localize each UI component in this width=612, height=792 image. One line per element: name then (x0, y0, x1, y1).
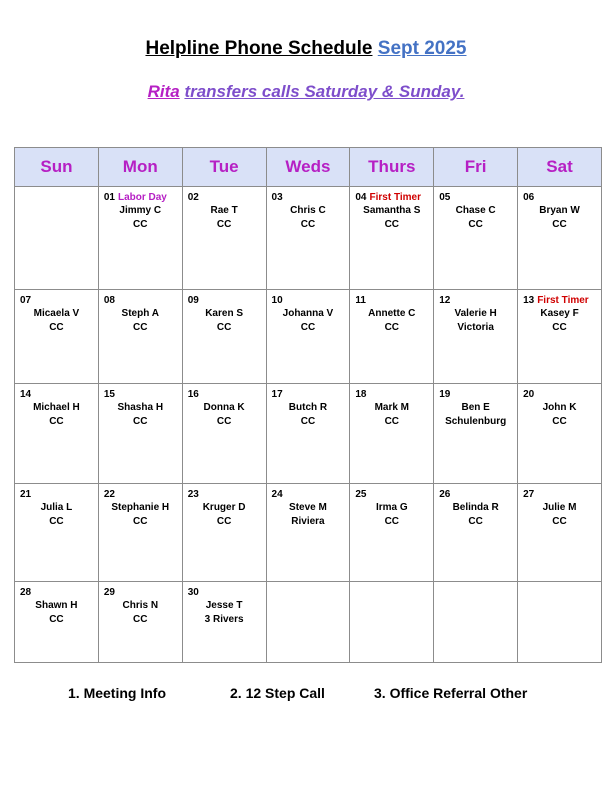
volunteer-location: 3 Rivers (204, 614, 244, 625)
title-main: Helpline Phone Schedule (145, 38, 373, 59)
weekday-header-sat: Sat (518, 148, 602, 187)
footer-item-meeting-info: 1. Meeting Info (68, 685, 166, 701)
day-number: 16 (187, 389, 199, 400)
day-number: 30 (187, 587, 199, 598)
day-cell-04 (350, 187, 434, 290)
day-number: 26 (439, 489, 451, 500)
volunteer-name: Samantha S (363, 205, 421, 216)
volunteer-name: Valerie H (454, 308, 497, 319)
empty-day-cell (434, 582, 518, 663)
empty-day-cell (518, 582, 602, 663)
volunteer-location: CC (468, 219, 483, 230)
week-row (15, 290, 602, 384)
calendar-body (15, 187, 602, 663)
volunteer-name: Stephanie H (111, 502, 170, 513)
day-line (434, 191, 517, 204)
volunteer-name: Rae T (210, 205, 238, 216)
first-timer-label: First Timer (369, 192, 421, 203)
day-cell-27 (518, 484, 602, 582)
volunteer-location: CC (300, 416, 316, 427)
volunteer-location: CC (468, 516, 483, 527)
volunteer-location: CC (133, 416, 148, 427)
day-cell-22 (98, 484, 182, 582)
day-line (518, 294, 601, 307)
day-cell-24 (266, 484, 350, 582)
page-subtitle (0, 82, 612, 102)
volunteer-location: CC (384, 416, 400, 427)
day-line (434, 388, 517, 401)
day-cell-29 (98, 582, 182, 663)
calendar-table (14, 147, 602, 663)
day-line (350, 191, 433, 204)
day-cell-25 (350, 484, 434, 582)
day-number: 06 (523, 192, 535, 203)
day-number: 09 (187, 295, 199, 306)
day-cell-01 (98, 187, 182, 290)
day-line (15, 488, 98, 501)
day-line (15, 388, 98, 401)
volunteer-name: Shawn H (35, 600, 78, 611)
day-number: 21 (20, 489, 32, 500)
volunteer-location: CC (552, 416, 567, 427)
volunteer-name: Kruger D (202, 502, 246, 513)
day-line (99, 388, 182, 401)
day-line (518, 191, 601, 204)
title-month: Sept 2025 (377, 38, 467, 59)
day-number: 19 (439, 389, 451, 400)
page-title (0, 38, 612, 60)
day-number: 27 (523, 489, 535, 500)
day-line (518, 488, 601, 501)
first-timer-label: First Timer (537, 295, 589, 306)
day-number: 24 (271, 489, 283, 500)
day-line (99, 586, 182, 599)
empty-day-cell (15, 187, 99, 290)
day-line (99, 294, 182, 307)
empty-day-cell (350, 582, 434, 663)
volunteer-name: Butch R (288, 402, 328, 413)
day-cell-23 (182, 484, 266, 582)
day-number: 22 (103, 489, 115, 500)
volunteer-location: Victoria (457, 322, 494, 333)
day-line (267, 488, 350, 501)
weekday-header-fri: Fri (434, 148, 518, 187)
volunteer-location: CC (49, 516, 64, 527)
day-number: 11 (355, 295, 366, 306)
day-line (267, 191, 350, 204)
week-row (15, 384, 602, 484)
volunteer-location: CC (49, 416, 64, 427)
day-cell-21 (15, 484, 99, 582)
volunteer-location: CC (552, 322, 567, 333)
volunteer-location: CC (133, 219, 148, 230)
day-line (183, 388, 266, 401)
footer-item-office-referral: 3. Office Referral Other (374, 685, 528, 701)
day-line (518, 388, 601, 401)
day-cell-28 (15, 582, 99, 663)
day-cell-12 (434, 290, 518, 384)
volunteer-name: Karen S (205, 308, 243, 319)
day-cell-11 (350, 290, 434, 384)
weekday-header-weds: Weds (266, 148, 350, 187)
volunteer-location: CC (300, 322, 316, 333)
volunteer-name: Chris N (122, 600, 159, 611)
day-cell-26 (434, 484, 518, 582)
volunteer-name: Irma G (375, 502, 408, 513)
volunteer-name: Micaela V (33, 308, 80, 319)
volunteer-name: Ben E (461, 402, 490, 413)
subtitle-name: Rita (147, 82, 180, 101)
day-cell-05 (434, 187, 518, 290)
day-line (350, 388, 433, 401)
day-cell-09 (182, 290, 266, 384)
volunteer-name: Julie M (542, 502, 577, 513)
day-cell-07 (15, 290, 99, 384)
day-cell-19 (434, 384, 518, 484)
volunteer-location: CC (133, 516, 148, 527)
day-line (434, 488, 517, 501)
day-number: 25 (355, 489, 367, 500)
volunteer-name: Donna K (203, 402, 245, 413)
volunteer-location: Riviera (291, 516, 325, 527)
day-line (183, 586, 266, 599)
volunteer-location: CC (384, 219, 400, 230)
day-number: 17 (271, 389, 283, 400)
day-number: 29 (103, 587, 115, 598)
volunteer-location: CC (384, 322, 400, 333)
day-cell-17 (266, 384, 350, 484)
day-line (183, 488, 266, 501)
volunteer-location: CC (49, 614, 64, 625)
day-number: 20 (523, 389, 535, 400)
volunteer-location: CC (133, 322, 148, 333)
day-cell-16 (182, 384, 266, 484)
day-number: 12 (439, 295, 451, 306)
day-cell-15 (98, 384, 182, 484)
day-number: 10 (271, 295, 283, 306)
footer-item-12-step-call: 2. 12 Step Call (230, 685, 325, 701)
day-number: 01 (103, 192, 115, 203)
volunteer-location: CC (49, 322, 64, 333)
day-number: 23 (187, 489, 199, 500)
empty-day-cell (266, 582, 350, 663)
day-line (350, 488, 433, 501)
subtitle-text: transfers calls Saturday & Sunday. (184, 82, 465, 101)
volunteer-location: CC (300, 219, 316, 230)
volunteer-name: Kasey F (540, 308, 579, 319)
day-cell-06 (518, 187, 602, 290)
day-cell-02 (182, 187, 266, 290)
volunteer-name: Chase C (455, 205, 496, 216)
day-number: 28 (20, 587, 32, 598)
day-line (350, 294, 433, 307)
volunteer-name: Chris C (290, 205, 326, 216)
volunteer-name: John K (542, 402, 577, 413)
day-line (15, 586, 98, 599)
weekday-header-tue: Tue (182, 148, 266, 187)
weekday-header-sun: Sun (15, 148, 99, 187)
day-line (183, 191, 266, 204)
day-line (267, 294, 350, 307)
volunteer-name: Bryan W (539, 205, 580, 216)
volunteer-name: Johanna V (282, 308, 334, 319)
day-number: 18 (355, 389, 367, 400)
day-number: 04 (355, 192, 367, 203)
day-line (434, 294, 517, 307)
volunteer-location: CC (133, 614, 148, 625)
volunteer-name: Mark M (374, 402, 410, 413)
day-number: 02 (187, 192, 199, 203)
volunteer-name: Steph A (121, 308, 159, 319)
volunteer-location: CC (216, 219, 232, 230)
day-number: 13 (523, 295, 535, 306)
weekday-header-thurs: Thurs (350, 148, 434, 187)
volunteer-name: Shasha H (117, 402, 164, 413)
day-number: 14 (20, 389, 32, 400)
day-cell-20 (518, 384, 602, 484)
day-line (267, 388, 350, 401)
week-row (15, 582, 602, 663)
day-number: 08 (103, 295, 115, 306)
day-cell-14 (15, 384, 99, 484)
day-cell-13 (518, 290, 602, 384)
volunteer-name: Michael H (33, 402, 80, 413)
day-number: 05 (439, 192, 451, 203)
holiday-label: Labor Day (117, 192, 167, 203)
volunteer-name: Annette C (368, 308, 416, 319)
day-cell-08 (98, 290, 182, 384)
volunteer-name: Julia L (40, 502, 73, 513)
week-row (15, 187, 602, 290)
volunteer-location: Schulenburg (445, 416, 507, 427)
day-number: 07 (20, 295, 32, 306)
volunteer-location: CC (552, 516, 567, 527)
day-number: 15 (103, 389, 115, 400)
volunteer-location: CC (216, 322, 232, 333)
day-cell-03 (266, 187, 350, 290)
weekday-header-mon: Mon (98, 148, 182, 187)
day-number: 03 (271, 192, 283, 203)
volunteer-name: Steve M (289, 502, 327, 513)
volunteer-location: CC (552, 219, 567, 230)
week-row (15, 484, 602, 582)
day-line (15, 294, 98, 307)
volunteer-name: Jimmy C (119, 205, 162, 216)
day-line (99, 191, 182, 204)
volunteer-name: Jesse T (205, 600, 243, 611)
day-line (99, 488, 182, 501)
volunteer-location: CC (216, 516, 232, 527)
day-cell-18 (350, 384, 434, 484)
volunteer-location: CC (216, 416, 232, 427)
day-cell-30 (182, 582, 266, 663)
weekday-header-row (15, 148, 602, 187)
volunteer-name: Belinda R (452, 502, 499, 513)
volunteer-location: CC (384, 516, 400, 527)
day-line (183, 294, 266, 307)
day-cell-10 (266, 290, 350, 384)
